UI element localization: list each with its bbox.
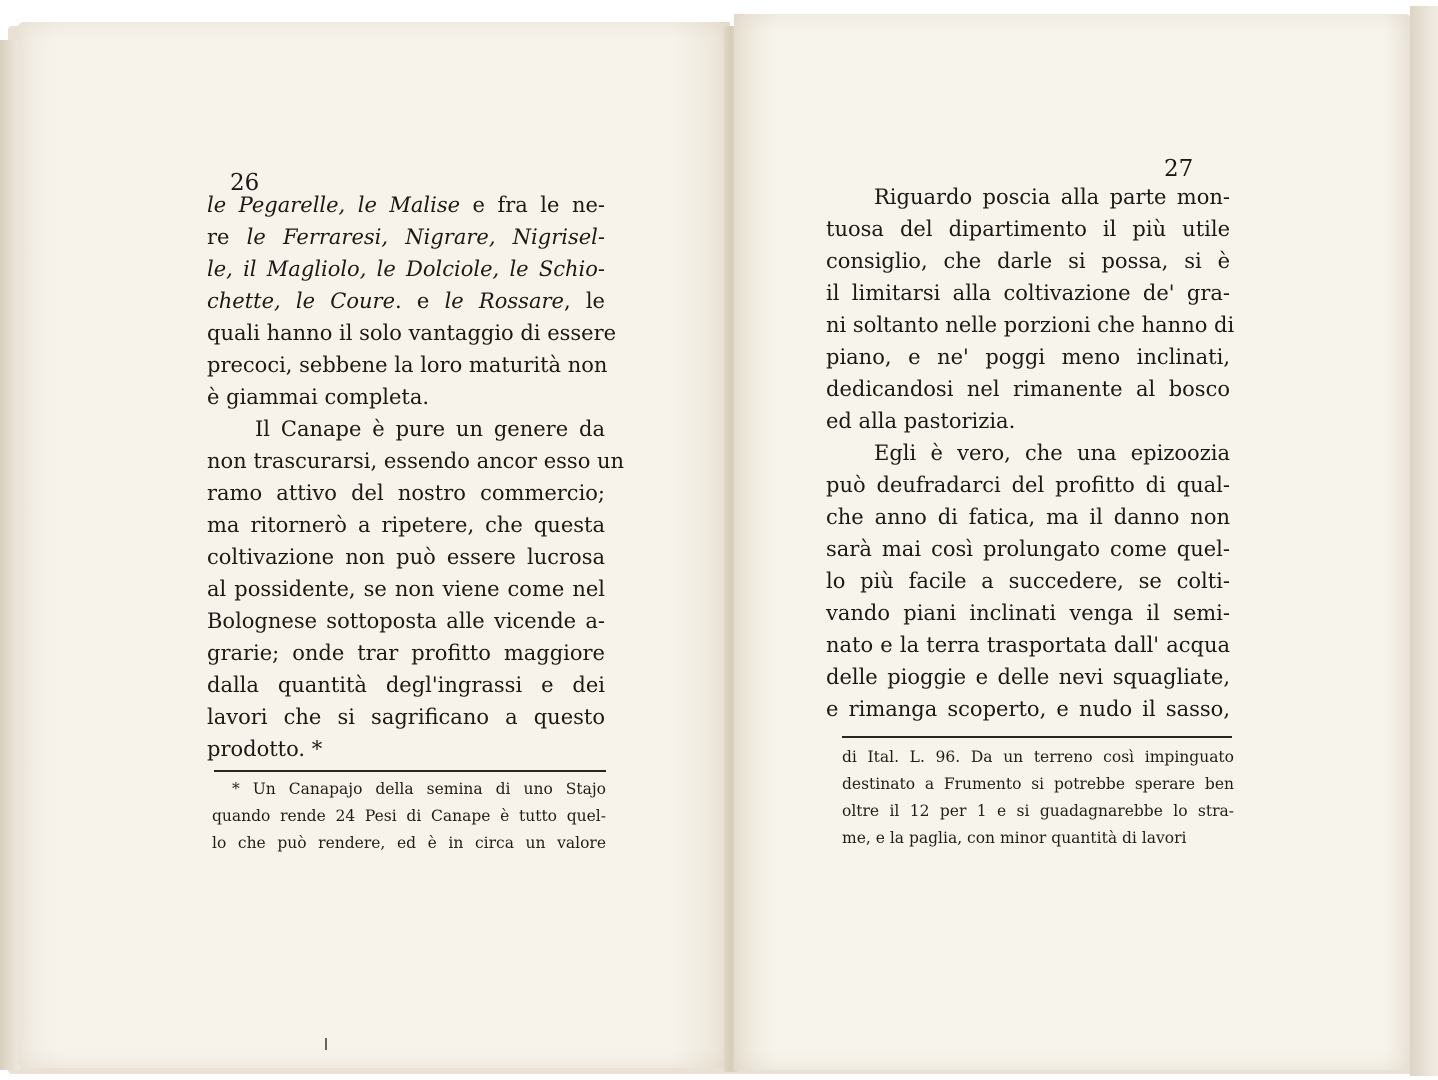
text-line: vando piani inclinati venga il semi- <box>826 601 1230 625</box>
text-line: ma ritornerò a ripetere, che questa <box>207 513 605 537</box>
text-line: Il Canape è pure un genere da <box>255 417 605 441</box>
text-line: Riguardo poscia alla parte mon- <box>874 185 1230 209</box>
left-page-edges <box>0 40 20 1070</box>
text-line: al possidente, se non viene come nel <box>207 577 605 601</box>
text-line: dedicandosi nel rimanente al bosco <box>826 377 1230 401</box>
footnote-line: * Un Canapajo della semina di uno Stajo <box>232 780 606 798</box>
paper-mark <box>325 1038 327 1050</box>
text-line: coltivazione non può essere lucrosa <box>207 545 605 569</box>
text-line: il limitarsi alla coltivazione de' gra- <box>826 281 1230 305</box>
text-line: ed alla pastorizia. <box>826 409 1016 433</box>
text-line: tuosa del dipartimento il più utile <box>826 217 1230 241</box>
text-line: prodotto. * <box>207 737 323 761</box>
text-line: grarie; onde trar profitto maggiore <box>207 641 605 665</box>
text-line: e rimanga scoperto, e nudo il sasso, <box>826 697 1230 721</box>
footnote-line: oltre il 12 per 1 e si guadagnarebbe lo stra- <box>842 802 1234 820</box>
footnote-line: lo che può rendere, ed è in circa un valore <box>212 834 606 852</box>
text-line: ni soltanto nelle porzioni che hanno di <box>826 313 1235 337</box>
footnote-line: quando rende 24 Pesi di Canape è tutto quel- <box>212 807 606 825</box>
text-line: consiglio, che darle si possa, si è <box>826 249 1230 273</box>
footnote-line: me, e la paglia, con minor quantità di lavori <box>842 829 1187 847</box>
footnote-line: destinato a Frumento si potrebbe sperare ben <box>842 775 1234 793</box>
text-line: lavori che si sagrificano a questo <box>207 705 605 729</box>
text-line: è giammai completa. <box>207 385 430 409</box>
text-line: re le Ferraresi, Nigrare, Nigrisel- <box>207 225 605 249</box>
text-line: sarà mai così prolungato come quel- <box>826 537 1230 561</box>
text-line: dalla quantità degl'ingrassi e dei <box>207 673 605 697</box>
text-line: non trascurarsi, essendo ancor esso un <box>207 449 625 473</box>
text-line: lo più facile a succedere, se colti- <box>826 569 1230 593</box>
text-line: le Pegarelle, le Malise e fra le ne- <box>207 193 605 217</box>
left-footnote <box>212 776 606 857</box>
left-page-number: 26 <box>230 170 260 196</box>
text-line: nato e la terra trasportata dall' acqua <box>826 633 1230 657</box>
footnote-line: di Ital. L. 96. Da un terreno così impinguato <box>842 748 1234 766</box>
text-line: piano, e ne' poggi meno inclinati, <box>826 345 1230 369</box>
text-line: chette, le Coure. e le Rossare, le <box>207 289 605 313</box>
text-line: quali hanno il solo vantaggio di essere <box>207 321 617 345</box>
text-line: delle pioggie e delle nevi squagliate, <box>826 665 1230 689</box>
text-line: può deufradarci del profitto di qual- <box>826 473 1230 497</box>
right-page-body <box>826 182 1235 726</box>
text-line: le, il Magliolo, le Dolciole, le Schio- <box>207 257 605 281</box>
footnote-rule <box>214 770 606 772</box>
text-line: Egli è vero, che una epizoozia <box>874 441 1230 465</box>
text-line: che anno di fatica, ma il danno non <box>826 505 1230 529</box>
text-line: Bolognese sottoposta alle vicende a- <box>207 609 605 633</box>
right-page-number: 27 <box>1164 156 1194 182</box>
right-footnote <box>842 744 1234 852</box>
right-page-edges <box>1410 6 1438 1076</box>
text-line: precoci, sebbene la loro maturità non <box>207 353 608 377</box>
text-line: ramo attivo del nostro commercio; <box>207 481 605 505</box>
left-page-body <box>207 190 625 766</box>
footnote-rule <box>842 736 1232 738</box>
